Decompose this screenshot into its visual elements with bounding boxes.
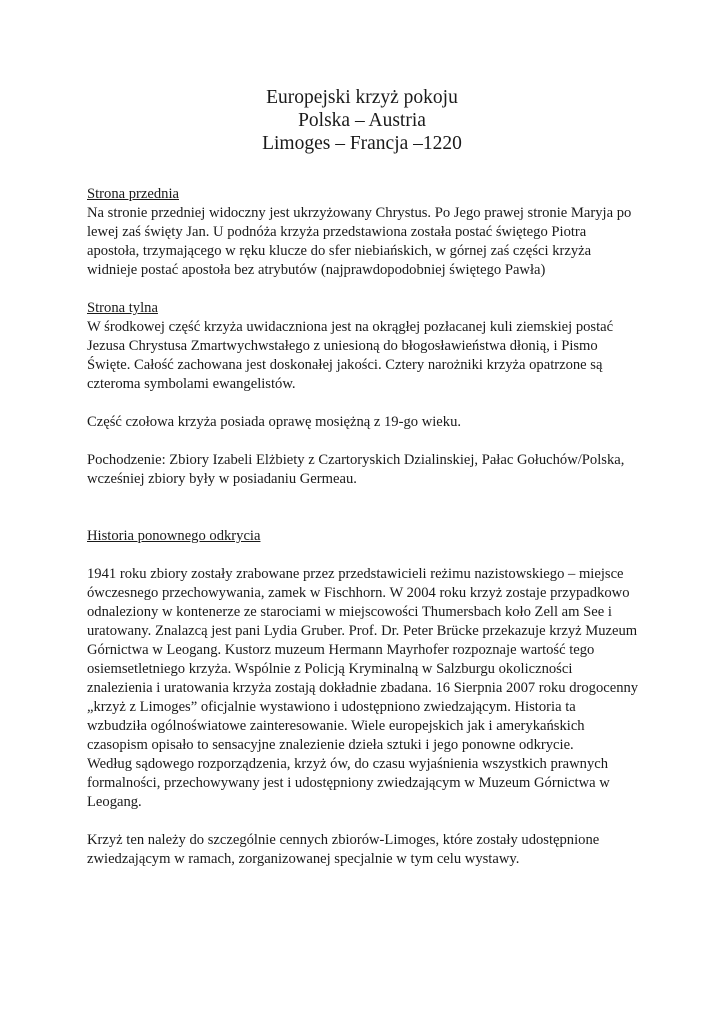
back-text-line: Święte. Całość zachowana jest doskonałej jakości. Cztery narożniki krzyża opatrzone są [87, 357, 603, 373]
front-text-line: Na stronie przedniej widoczny jest ukrzyżowany Chrystus. Po Jego prawej stronie Maryja po [87, 205, 632, 221]
history-heading: Historia ponownego odkrycia [87, 528, 261, 544]
back-text-line: czteroma symbolami ewangelistów. [87, 376, 296, 392]
back-heading: Strona tylna [87, 300, 158, 316]
back-text-line: Jezusa Chrystusa Zmartwychwstałego z uniesioną do błogosławieństwa dłonią, i Pismo [87, 338, 598, 354]
history-text-line: Górnictwa w Leogang. Kustorz muzeum Hermann Mayrhofer rozpoznaje wartość tego [87, 642, 595, 658]
history-text-line: ówczesnego przechowywania, zamek w Fischhorn. W 2004 roku krzyż zostaje przypadkowo [87, 585, 630, 601]
front-text-line: lewej zaś święty Jan. U podnóża krzyża przedstawiona została postać świętego Piotra [87, 224, 587, 240]
history-text-line: czasopism opisało to sensacyjne znalezienie dzieła sztuki i jego ponowne odkrycie. [87, 737, 574, 753]
closing-line: zwiedzającym w ramach, zorganizowanej specjalnie w tym celu wystawy. [87, 851, 520, 867]
provenance-line: wcześniej zbiory były w posiadaniu Germeau. [87, 471, 357, 487]
history-text-line: formalności, przechowywany jest i udostępniony zwiedzającym w Muzeum Górnictwa w [87, 775, 610, 791]
history-text-line: znalezienia i uratowania krzyża zostają dokładnie zbadana. 16 Sierpnia 2007 roku drogocenny [87, 680, 639, 696]
history-text-line: uratowany. Znalazcą jest pani Lydia Gruber. Prof. Dr. Peter Brücke przekazuje krzyż Muzeum [87, 623, 638, 639]
document-title [87, 86, 637, 155]
title-line-1: Europejski krzyż pokoju [266, 87, 458, 108]
history-text-line: Leogang. [87, 794, 142, 810]
history-section [87, 527, 647, 812]
title-line-2: Polska – Austria [298, 110, 426, 131]
back-text-line: W środkowej część krzyża uwidaczniona jest na okrągłej pozłacanej kuli ziemskiej postać [87, 319, 614, 335]
history-text-line: „krzyż z Limoges” oficjalnie wystawiono i udostępniono zwiedzającym. Historia ta [87, 699, 576, 715]
history-text-line: Według sądowego rozporządzenia, krzyż ów, do czasu wyjaśnienia wszystkich prawnych [87, 756, 609, 772]
history-text-line: osiemsetletniego krzyża. Wspólnie z Policją Kryminalną w Salzburgu okoliczności [87, 661, 573, 677]
document-page [87, 86, 647, 869]
history-text-line: wzbudziła ogólnoświatowe zainteresowanie. Wiele europejskich jak i amerykańskich [87, 718, 585, 734]
frame-note: Część czołowa krzyża posiada oprawę mosiężną z 19-go wieku. [87, 414, 462, 430]
title-line-3: Limoges – Francja –1220 [262, 133, 462, 154]
closing-line: Krzyż ten należy do szczególnie cennych zbiorów-Limoges, które zostały udostępnione [87, 832, 600, 848]
provenance-section [87, 451, 647, 489]
closing-section [87, 831, 647, 869]
back-section [87, 299, 647, 394]
history-text-line: 1941 roku zbiory zostały zrabowane przez przedstawicieli reżimu nazistowskiego – miejsce [87, 566, 624, 582]
frame-note-section [87, 413, 647, 432]
front-text-line: apostoła, trzymającego w ręku klucze do sfer niebiańskich, w górnej zaś części krzyża [87, 243, 592, 259]
front-text-line: widnieje postać apostoła bez atrybutów (najprawdopodobniej świętego Pawła) [87, 262, 546, 278]
provenance-line: Pochodzenie: Zbiory Izabeli Elżbiety z Czartoryskich Dzialinskiej, Pałac Gołuchów/Polska, [87, 452, 625, 468]
front-heading: Strona przednia [87, 186, 179, 202]
front-section [87, 185, 647, 280]
history-text-line: odnaleziony w kontenerze ze starociami w miejscowości Thumersbach koło Zell am See i [87, 604, 612, 620]
